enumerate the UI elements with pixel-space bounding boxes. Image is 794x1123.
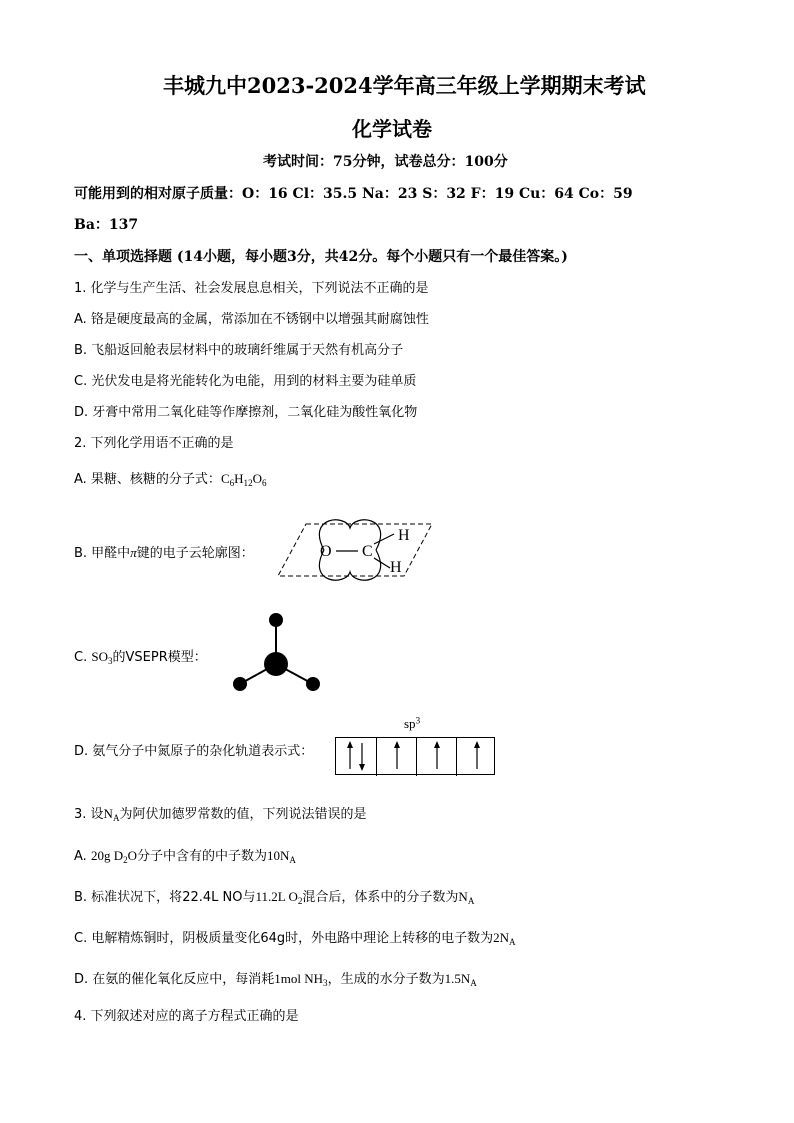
q3-stem-post: 为阿伏加德罗常数的值，下列说法错误的是 [119, 807, 367, 822]
formula-1mol-nh3: 1mol $NH_3$ [274, 971, 328, 989]
subject-title: 化学试卷 [352, 117, 432, 141]
molecular-formula-c6h12o6: $C_6H_{12}O_6$ [220, 471, 267, 489]
q2-b-prefix: B. 甲醛中 [74, 546, 131, 561]
pi-symbol: π [130, 545, 137, 560]
sp-superscript: 3 [415, 715, 421, 726]
q3-b-no: 22.4L NO [182, 890, 243, 905]
q3-a-pre: A. [74, 849, 91, 864]
atomic-masses-line1: 可能用到的相对原子质量：O：16 Cl：35.5 Na：23 S：32 F：19 Cu：64 Co：59 [74, 186, 633, 202]
orbital-box-1 [336, 738, 376, 776]
q2-c-prefix: C. [74, 650, 92, 665]
q3-b-mid: 混合后，体系中的分子数为 [302, 890, 459, 905]
orbital-box-2 [376, 738, 416, 776]
arrow-up-down-icon [336, 738, 376, 774]
q3-b-pre: B. 标准状况下，将 [74, 890, 183, 905]
orbital-box-4 [456, 738, 496, 776]
arrow-up-icon [377, 738, 417, 774]
q2-c-suffix: 的VSEPR模型： [112, 650, 207, 665]
exam-title: 丰城九中2023-2024学年高三年级上学期期末考试 [163, 73, 646, 98]
exam-info: 考试时间：75分钟，试卷总分：100分 [263, 154, 508, 170]
q3-option-d [74, 968, 477, 987]
q3-c-pre: C. 电解精炼铜时，阴极质量变化 [74, 931, 261, 946]
q3-stem [74, 803, 367, 822]
q3-option-a [74, 845, 296, 864]
q2-option-c [74, 646, 207, 665]
arrow-up-icon [457, 738, 497, 774]
atomic-masses-line2: Ba：137 [74, 217, 139, 233]
q1-option-a: A. 铬是硬度最高的金属，常添加在不锈钢中以增强其耐腐蚀性 [74, 312, 429, 327]
q4-stem: 4. 下列叙述对应的离子方程式正确的是 [74, 1009, 299, 1024]
na-symbol: $N_A$ [103, 806, 120, 824]
q3-b-and: 与 [242, 890, 256, 905]
arrow-up-icon [417, 738, 457, 774]
atom-o: O [320, 543, 332, 560]
q2-b-suffix: 键的电子云轮廓图： [136, 546, 254, 561]
value-1.5na: $1.5N_A$ [444, 971, 477, 989]
sp3-label [404, 716, 420, 732]
q1-stem: 1. 化学与生产生活、社会发展息息相关，下列说法不正确的是 [74, 281, 429, 296]
q1-option-c: C. 光伏发电是将光能转化为电能，用到的材料主要为硅单质 [74, 374, 417, 389]
q3-option-c [74, 927, 516, 946]
section-heading: 一、单项选择题 (14小题，每小题3分，共42分。每个小题只有一个最佳答案。) [74, 249, 568, 265]
hybrid-orbital-boxes [335, 737, 495, 775]
q1-option-b: B. 飞船返回舱表层材料中的玻璃纤维属于天然有机高分子 [74, 343, 404, 358]
q2-option-d: D. 氨气分子中氮原子的杂化轨道表示式： [74, 744, 314, 759]
sp-text: sp [404, 716, 416, 731]
orbital-box-3 [416, 738, 456, 776]
q2-option-a [74, 468, 267, 487]
q3-d-mid: ，生成的水分子数为 [327, 972, 445, 987]
q2-option-b [74, 542, 254, 561]
atom-h-top: H [398, 527, 410, 544]
q3-stem-pre: 3. 设 [74, 807, 104, 822]
q2-stem: 2. 下列化学用语不正确的是 [74, 436, 234, 451]
value-na: $N_A$ [458, 889, 475, 907]
q1-option-d: D. 牙膏中常用二氧化硅等作摩擦剂，二氧化硅为酸性氧化物 [74, 405, 418, 420]
value-2na: $2N_A$ [493, 930, 516, 948]
q3-option-b [74, 886, 474, 905]
atom-c: C [362, 543, 373, 560]
q3-c-mid: 时，外电路中理论上转移的电子数为 [285, 931, 494, 946]
so3-vsepr-model [228, 608, 328, 698]
atom-h-bottom: H [390, 559, 402, 576]
q2-a-prefix: A. 果糖、核糖的分子式： [74, 472, 221, 487]
value-10na: $10N_A$ [267, 848, 296, 866]
formula-11.2l-o2: 11.2L $O_2$ [255, 889, 303, 907]
formula-so3: $SO_3$ [91, 649, 113, 667]
q3-a-mid: 分子中含有的中子数为 [137, 849, 268, 864]
q3-d-pre: D. 在氨的催化氧化反应中，每消耗 [74, 972, 275, 987]
formula-20g-d2o: 20g $D_2O$ [90, 848, 138, 866]
q3-c-mass: 64g [260, 931, 286, 946]
formaldehyde-pi-bond-diagram [276, 510, 436, 590]
